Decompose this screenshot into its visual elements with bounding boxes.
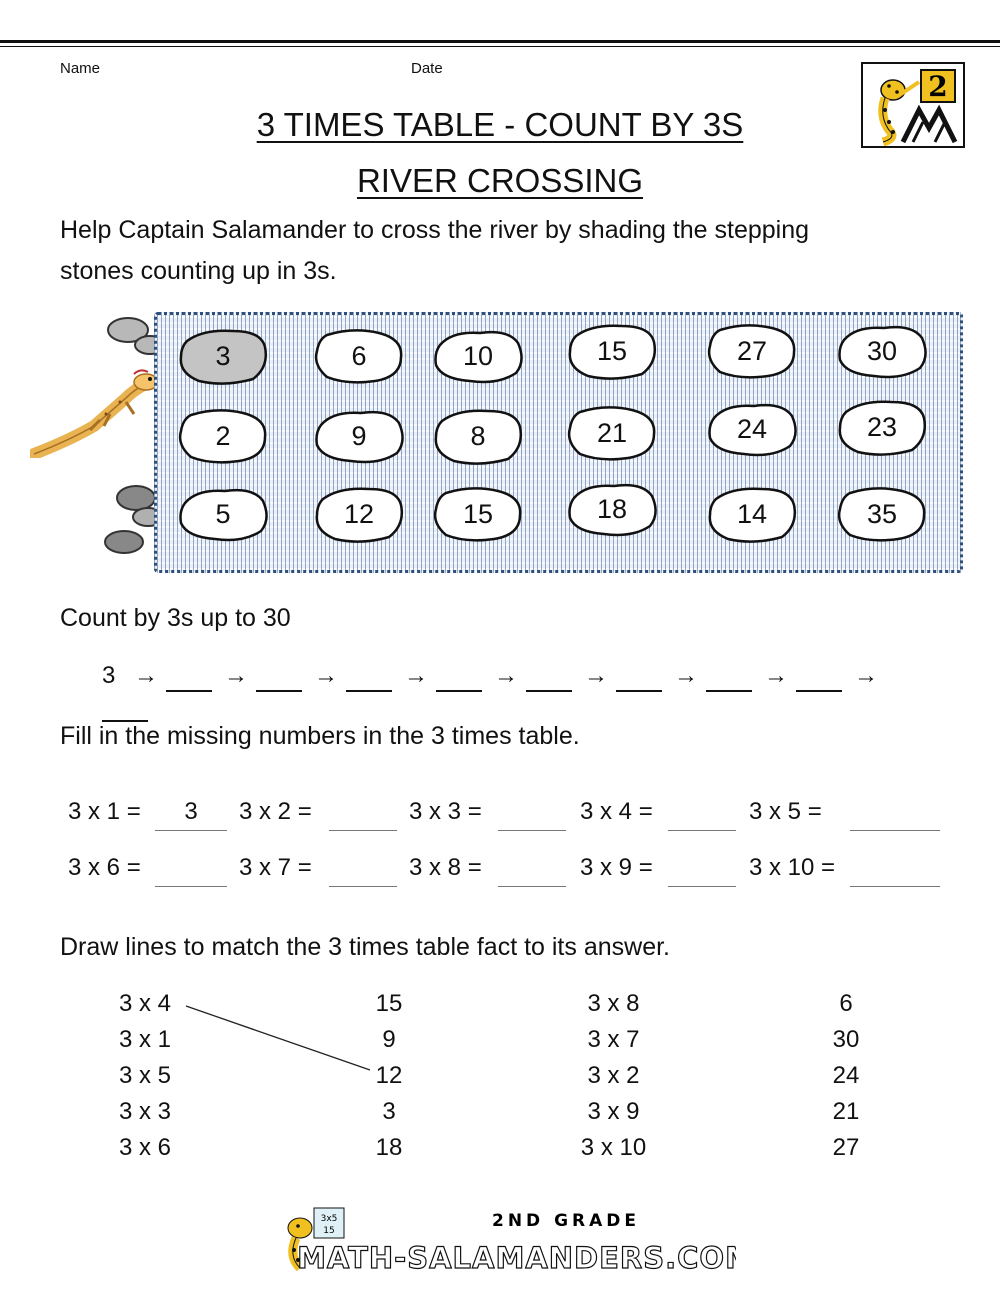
stone-number: 27 (736, 335, 768, 366)
stepping-stone[interactable] (177, 485, 269, 543)
stepping-stone[interactable] (566, 404, 658, 462)
stone-number: 3 (215, 340, 231, 371)
count-blank[interactable] (796, 662, 842, 692)
svg-text:3x5: 3x5 (320, 1214, 338, 1224)
stone-number: 14 (736, 498, 768, 529)
answer-line[interactable] (850, 886, 940, 887)
stone-number: 23 (866, 411, 898, 442)
count-blank[interactable] (346, 662, 392, 692)
title-line2: RIVER CROSSING (356, 162, 644, 199)
times-fact: 3 x 7 = (239, 854, 312, 881)
match-fact[interactable]: 3 x 5 (118, 1062, 172, 1089)
stepping-stone[interactable] (836, 322, 928, 380)
count-blank[interactable] (166, 662, 212, 692)
times-fact: 3 x 8 = (409, 854, 482, 881)
times-fact: 3 x 1 = (68, 798, 141, 825)
answer-line[interactable] (850, 830, 940, 831)
match-answer[interactable]: 30 (832, 1026, 860, 1053)
match-fact[interactable]: 3 x 1 (118, 1026, 172, 1053)
footer-logo (276, 1198, 736, 1278)
match-answer[interactable]: 9 (382, 1026, 396, 1053)
match-answer[interactable]: 27 (832, 1134, 860, 1161)
match-answer[interactable]: 12 (375, 1062, 403, 1089)
stone-number: 12 (343, 498, 375, 529)
stepping-stone[interactable] (432, 485, 524, 543)
answer-line[interactable] (329, 886, 397, 887)
times-fact: 3 x 4 = (580, 798, 653, 825)
stepping-stone[interactable] (836, 398, 928, 456)
stepping-stone[interactable] (177, 327, 269, 385)
stone-number: 9 (351, 420, 367, 451)
stepping-stone[interactable] (313, 407, 405, 465)
arrow-icon: → (404, 662, 429, 689)
stone-number: 10 (462, 340, 494, 371)
arrow-icon: → (224, 662, 249, 689)
count-start: 3 (102, 662, 116, 689)
times-fact: 3 x 3 = (409, 798, 482, 825)
match-fact[interactable]: 3 x 2 (587, 1062, 640, 1089)
answer-line[interactable] (155, 830, 227, 831)
stone-number: 15 (596, 335, 628, 366)
match-answer[interactable]: 24 (832, 1062, 860, 1089)
match-answer[interactable]: 15 (375, 990, 403, 1017)
stepping-stone[interactable] (566, 480, 658, 538)
logo-grade: 2 (928, 70, 948, 103)
stone-number: 18 (596, 493, 628, 524)
match-fact[interactable]: 3 x 9 (587, 1098, 640, 1125)
count-blank[interactable] (436, 662, 482, 692)
stepping-stone[interactable] (432, 407, 524, 465)
stone-number: 2 (215, 420, 231, 451)
top-rule (0, 40, 1000, 43)
answer-line[interactable] (498, 830, 566, 831)
stone-number: 6 (351, 340, 367, 371)
match-heading: Draw lines to match the 3 times table fact to its answer. (60, 933, 670, 961)
count-blank[interactable] (616, 662, 662, 692)
answer-line[interactable] (329, 830, 397, 831)
match-fact[interactable]: 3 x 3 (118, 1098, 172, 1125)
arrow-icon: → (314, 662, 339, 689)
times-fact: 3 x 6 = (68, 854, 141, 881)
match-fact[interactable]: 3 x 4 (118, 990, 172, 1017)
top-rule-thin (0, 46, 1000, 47)
match-answer[interactable]: 21 (832, 1098, 860, 1125)
date-label: Date (411, 60, 443, 77)
answer-line[interactable] (668, 830, 736, 831)
count-blank[interactable] (526, 662, 572, 692)
count-heading: Count by 3s up to 30 (60, 604, 291, 632)
name-label: Name (60, 60, 101, 77)
arrow-icon: → (584, 662, 609, 689)
match-answer[interactable]: 6 (839, 990, 853, 1017)
match-answer[interactable]: 18 (375, 1134, 403, 1161)
example-match-line (186, 1006, 370, 1070)
stepping-stone[interactable] (313, 485, 405, 543)
count-blank[interactable] (706, 662, 752, 692)
stepping-stone[interactable] (706, 322, 798, 380)
arrow-icon: → (854, 662, 879, 689)
svg-text:15: 15 (323, 1226, 335, 1236)
salamander-image (30, 368, 160, 458)
arrow-icon: → (764, 662, 789, 689)
match-fact[interactable]: 3 x 7 (587, 1026, 640, 1053)
stone-number: 15 (462, 498, 494, 529)
count-sequence (102, 662, 922, 722)
answer-value: 3 (184, 798, 198, 825)
stepping-stone[interactable] (706, 485, 798, 543)
match-fact[interactable]: 3 x 8 (587, 990, 640, 1017)
arrow-icon: → (494, 662, 519, 689)
title-line1: 3 TIMES TABLE - COUNT BY 3S (256, 106, 744, 143)
stone-number: 35 (866, 498, 898, 529)
stone-number: 30 (866, 335, 898, 366)
answer-line[interactable] (498, 886, 566, 887)
answer-line[interactable] (155, 886, 227, 887)
intro-line2: stones counting up in 3s. (60, 257, 337, 285)
match-answer[interactable]: 3 (382, 1098, 396, 1125)
times-fact: 3 x 9 = (580, 854, 653, 881)
arrow-icon: → (134, 662, 159, 689)
stone-number: 21 (596, 417, 628, 448)
footer-site: MATH-SALAMANDERS.COM (297, 1241, 736, 1275)
answer-line[interactable] (668, 886, 736, 887)
count-blank[interactable] (256, 662, 302, 692)
times-fact: 3 x 5 = (749, 798, 822, 825)
fill-heading: Fill in the missing numbers in the 3 times table. (60, 722, 580, 750)
stepping-stone[interactable] (177, 407, 269, 465)
stepping-stone[interactable] (432, 327, 524, 385)
arrow-icon: → (674, 662, 699, 689)
stone-number: 8 (470, 420, 486, 451)
stepping-stone[interactable] (313, 327, 405, 385)
stepping-stone[interactable] (566, 322, 658, 380)
stone-number: 5 (215, 498, 231, 529)
times-fact: 3 x 2 = (239, 798, 312, 825)
stone-number: 24 (736, 413, 768, 444)
match-fact[interactable]: 3 x 6 (118, 1134, 172, 1161)
intro-line1: Help Captain Salamander to cross the river by shading the stepping (60, 216, 810, 244)
footer-grade: 2ND GRADE (491, 1211, 641, 1231)
stepping-stone[interactable] (706, 400, 798, 458)
times-fact: 3 x 10 = (749, 854, 836, 881)
match-fact[interactable]: 3 x 10 (580, 1134, 647, 1161)
stepping-stone[interactable] (836, 485, 928, 543)
